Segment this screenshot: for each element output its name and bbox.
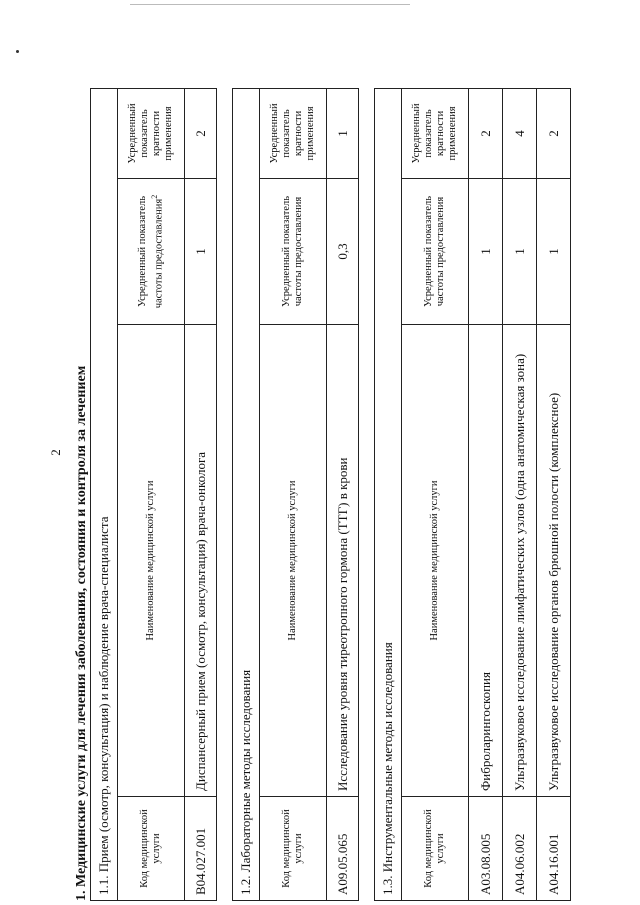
- column-header-code: Код медицинской услуги: [260, 797, 327, 901]
- service-name: Фиброларингоскопия: [469, 325, 503, 797]
- service-name: Ультразвуковое исследование органов брюшной полости (комплексное): [537, 325, 571, 797]
- frequency-value: 1: [185, 179, 217, 325]
- multiplicity-value: 2: [185, 88, 217, 178]
- table-section-1-2: [232, 88, 359, 901]
- table-row: [503, 88, 537, 900]
- document-heading: 1. Медицинские услуги для лечения заболевания, состояния и контроля за лечением: [74, 365, 89, 901]
- multiplicity-value: 4: [503, 88, 537, 178]
- table-row: [537, 88, 571, 900]
- table-row: [469, 88, 503, 900]
- multiplicity-value: 2: [537, 88, 571, 178]
- service-code: A09.05.065: [327, 797, 359, 901]
- column-header-frequency: Усредненный показатель частоты предоставления: [260, 179, 327, 325]
- frequency-value: 0,3: [327, 179, 359, 325]
- service-name: Ультразвуковое исследование лимфатических узлов (одна анатомическая зона): [503, 325, 537, 797]
- column-header-multiplicity: Усредненный показатель кратности применения: [402, 88, 469, 178]
- column-header-name: Наименование медицинской услуги: [260, 325, 327, 797]
- table-section-1-3: [374, 88, 571, 901]
- frequency-value: 1: [469, 179, 503, 325]
- column-header-name: Наименование медицинской услуги: [402, 325, 469, 797]
- service-name: Диспансерный прием (осмотр, консультация) врача-онколога: [185, 325, 217, 797]
- column-header-frequency: Усредненный показатель частоты предоставления: [402, 179, 469, 325]
- footnote-marker: 2: [149, 194, 159, 199]
- multiplicity-value: 1: [327, 88, 359, 178]
- service-code: A04.06.002: [503, 797, 537, 901]
- section-title: 1.3. Инструментальные методы исследования: [375, 88, 402, 900]
- service-name: Исследование уровня тиреотропного гормона (ТТГ) в крови: [327, 325, 359, 797]
- column-header-frequency: Усредненный показатель частоты предоставления$^2$: [118, 179, 185, 325]
- section-title: 1.1. Прием (осмотр, консультация) и наблюдение врача-специалиста: [91, 88, 118, 900]
- service-code: A04.16.001: [537, 797, 571, 901]
- frequency-value: 1: [503, 179, 537, 325]
- table-section-1-1: [90, 88, 217, 901]
- column-header-code: Код медицинской услуги: [402, 797, 469, 901]
- column-header-code: Код медицинской услуги: [118, 797, 185, 901]
- service-code: A03.08.005: [469, 797, 503, 901]
- column-header-multiplicity: Усредненный показатель кратности применения: [260, 88, 327, 178]
- service-code: B04.027.001: [185, 797, 217, 901]
- multiplicity-value: 2: [469, 88, 503, 178]
- table-row: [185, 88, 217, 900]
- column-header-multiplicity: Усредненный показатель кратности применения: [118, 88, 185, 178]
- page-number: 2: [48, 449, 63, 456]
- frequency-value: 1: [537, 179, 571, 325]
- section-title: 1.2. Лабораторные методы исследования: [233, 88, 260, 900]
- table-row: [327, 88, 359, 900]
- column-header-name: Наименование медицинской услуги: [118, 325, 185, 797]
